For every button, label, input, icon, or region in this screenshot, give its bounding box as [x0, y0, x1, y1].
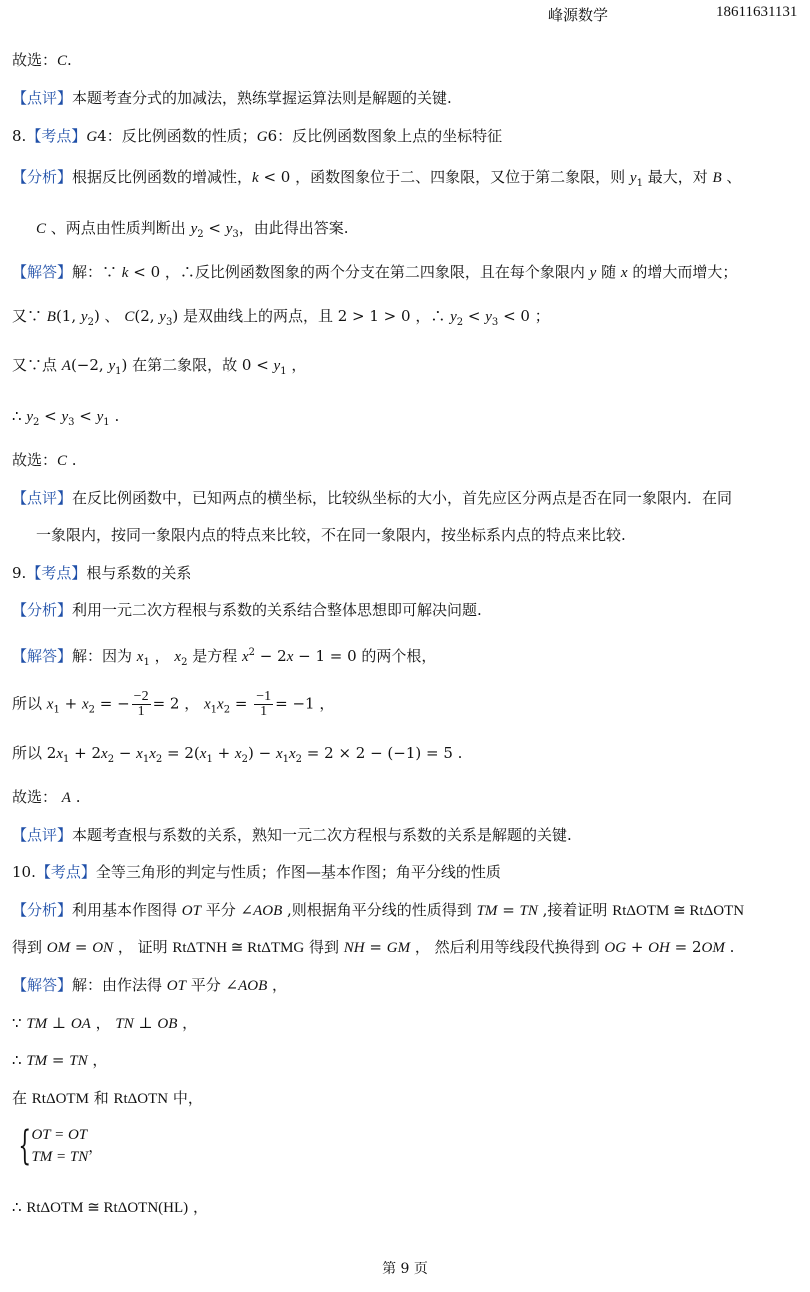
header-phone: 18611631131	[716, 4, 798, 20]
q9-kd: 9.【考点】根与系数的关系	[12, 564, 192, 582]
header-brand: 峰源数学	[548, 6, 609, 24]
q10-s6: ∴ RtΔOTM ≅ RtΔOTN(HL) ，	[12, 1198, 208, 1216]
q10-fx2: 得到 OM = ON ， 证明 RtΔTNH ≅ RtΔTMG 得到 NH = GM ， 然后利用等线段代换得到 OG + OH = 2OM .	[12, 938, 735, 956]
q9-jd: 【解答】解：因为 $x_1$ ， $x_2$ 是方程 $x^2 - 2x - 1 = 0$ 的两个根，	[12, 647, 437, 668]
q9-s2: 所以 $x_1 + x_2$ = − $\frac{-2}{1}$ = 2 ， $x_1x_2$ = $\frac{-1}{1}$ = −1 ，	[12, 689, 335, 719]
q8-s3: 又∵点 A(−2, $y_1$) 在第二象限，故 $0 < y_1$ ，	[12, 356, 307, 377]
q10-kd: 10.【考点】全等三角形的判定与性质；作图—基本作图；角平分线的性质	[12, 863, 501, 881]
q10-s4: 在 RtΔOTM 和 RtΔOTN 中，	[12, 1089, 203, 1107]
q7-comment: 【点评】本题考查分式的加减法，熟练掌握运算法则是解题的关键.	[12, 89, 452, 107]
q10-s3: ∴ TM = TN ，	[12, 1051, 108, 1069]
q10-fx1: 【分析】利用基本作图得 OT 平分 ∠AOB ,则根据角平分线的性质得到 TM = TN ,接着证明 RtΔOTM ≅ RtΔOTN	[12, 901, 745, 919]
brace-icon: {	[18, 1123, 32, 1169]
q7-choose: 故选：C.	[12, 51, 72, 69]
q8-fx2: C 、两点由性质判断出 $y_2 < y_3$，由此得出答案.	[36, 219, 349, 240]
q8-s4: ∴ $y_2 < y_3 < y_1$ .	[12, 407, 120, 428]
q8-dp1: 【点评】在反比例函数中，已知两点的横坐标，比较纵坐标的大小，首先应区分两点是否在同一象限内．在同	[12, 489, 733, 507]
q8-kd: 8.【考点】G4：反比例函数的性质；G6：反比例函数图象上点的坐标特征	[12, 127, 503, 145]
q10-jd: 【解答】解：由作法得 OT 平分 ∠AOB ，	[12, 976, 288, 994]
q8-dp2: 一象限内，按同一象限内点的特点来比较，不在同一象限内，按坐标系内点的特点来比较.	[36, 526, 626, 544]
tag-comment: 【点评】	[12, 89, 73, 107]
q10-system: { OT = OT TM = TN ，	[18, 1123, 104, 1169]
q8-choose: 故选：C .	[12, 451, 77, 469]
q8-s2: 又∵ B(1, $y_2$) 、 C(2, $y_3$) 是双曲线上的两点，且 2 > 1 > 0 ，∴ $y_2 < y_3 < 0$ ；	[12, 307, 550, 328]
q9-dp: 【点评】本题考查根与系数的关系，熟知一元二次方程根与系数的关系是解题的关键.	[12, 826, 572, 844]
page-number: 第 9 页	[382, 1261, 428, 1277]
q8-jd1: 【解答】解：∵ k < 0 ，∴反比例函数图象的两个分支在第二四象限，且在每个象限内 y 随 x 的增大而增大；	[12, 263, 738, 281]
q9-s3: 所以 $2x_1 + 2x_2 - x_1x_2 = 2(x_1 + x_2) - x_1x_2 = 2 \times 2 - (-1) = 5$ .	[12, 744, 463, 765]
q10-s2: ∵ TM ⊥ OA ， TN ⊥ OB ，	[12, 1014, 198, 1032]
q8-fx1: 【分析】根据反比例函数的增减性，k < 0 ，函数图象位于二、四象限，又位于第二象限，则 $y_1$ 最大，对 B 、	[12, 168, 742, 189]
q9-fx: 【分析】利用一元二次方程根与系数的关系结合整体思想即可解决问题.	[12, 601, 482, 619]
q9-choose: 故选： A .	[12, 788, 81, 806]
